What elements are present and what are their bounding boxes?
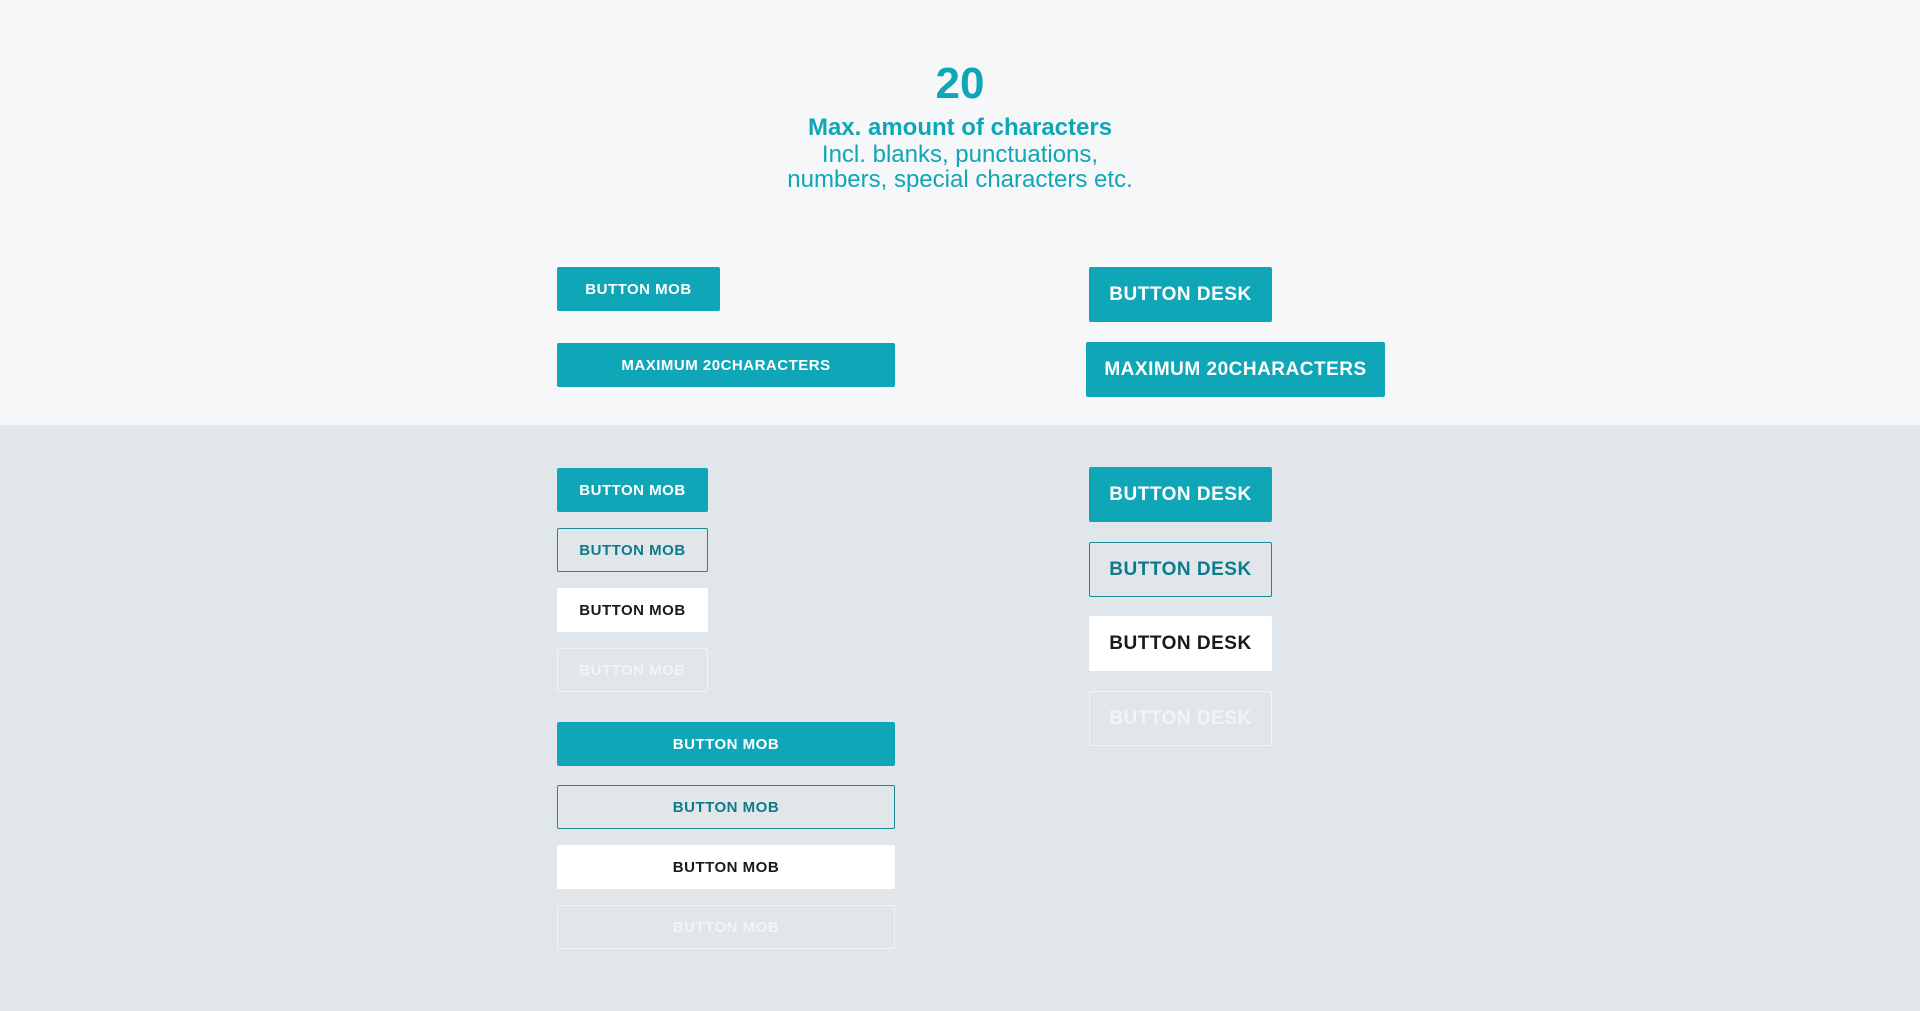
button-mob-white[interactable]: BUTTON MOB	[557, 588, 708, 632]
button-desk-disabled: BUTTON DESK	[1089, 691, 1272, 746]
description-line-2: numbers, special characters etc.	[787, 166, 1133, 193]
max-characters-title: Max. amount of characters	[807, 114, 1113, 141]
button-desk-primary[interactable]: BUTTON DESK	[1089, 467, 1272, 522]
button-desk-outline[interactable]: BUTTON DESK	[1089, 542, 1272, 597]
button-desk-example[interactable]: BUTTON DESK	[1089, 267, 1272, 322]
button-mob-wide-outline[interactable]: BUTTON MOB	[557, 785, 895, 829]
button-mob-wide-primary[interactable]: BUTTON MOB	[557, 722, 895, 766]
button-mob-disabled: BUTTON MOB	[557, 648, 708, 692]
button-desk-white[interactable]: BUTTON DESK	[1089, 616, 1272, 671]
button-mob-wide-disabled: BUTTON MOB	[557, 905, 895, 949]
button-mob-max-example[interactable]: MAXIMUM 20CHARACTERS	[557, 343, 895, 387]
button-desk-max-example[interactable]: MAXIMUM 20CHARACTERS	[1086, 342, 1385, 397]
button-mob-outline[interactable]: BUTTON MOB	[557, 528, 708, 572]
description-line-1: Incl. blanks, punctuations,	[821, 141, 1099, 168]
max-characters-number: 20	[935, 59, 985, 108]
header	[0, 58, 1920, 192]
button-mob-example[interactable]: BUTTON MOB	[557, 267, 720, 311]
button-mob-wide-white[interactable]: BUTTON MOB	[557, 845, 895, 889]
button-mob-primary[interactable]: BUTTON MOB	[557, 468, 708, 512]
